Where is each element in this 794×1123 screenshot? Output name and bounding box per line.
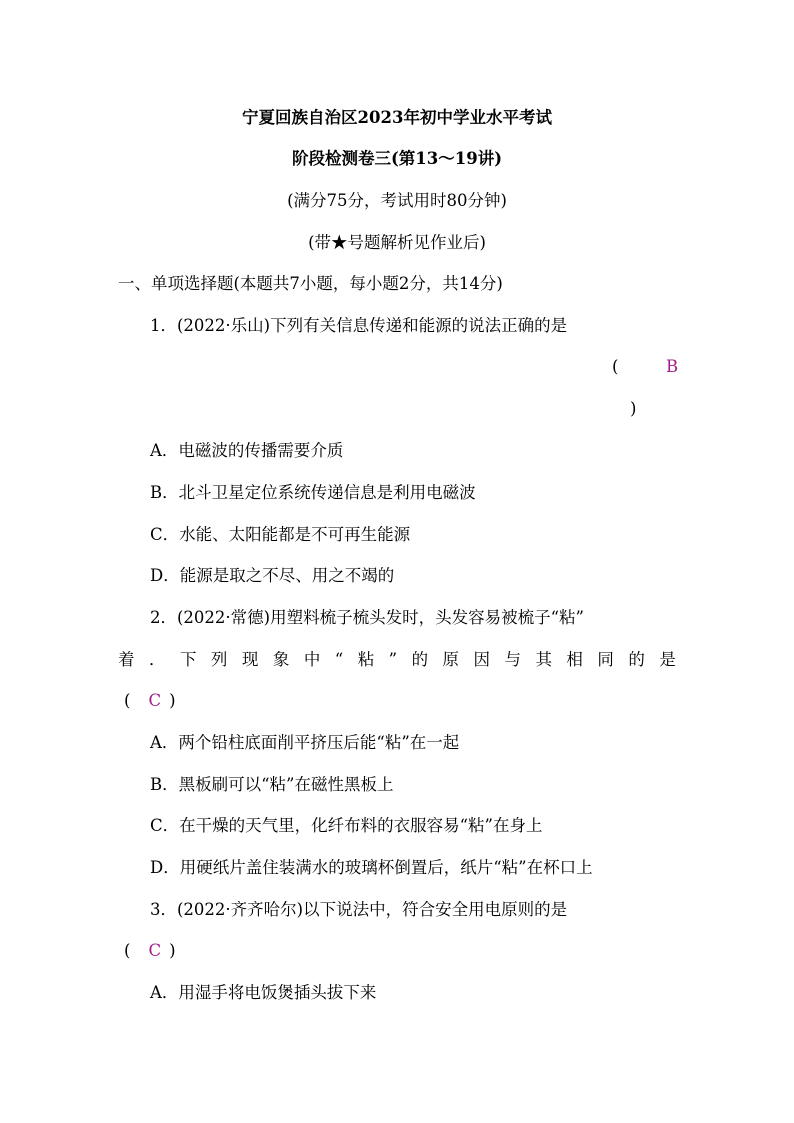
stem-char: 其 <box>535 650 552 669</box>
question-3-answer-line <box>124 940 176 962</box>
stem-char: “ <box>334 650 344 669</box>
question-1-paren-open: ( <box>612 357 619 376</box>
question-3-option-a: A．用湿手将电饭煲插头拔下来 <box>150 983 377 1002</box>
question-1-option-d: D．能源是取之不尽、用之不竭的 <box>150 566 395 585</box>
question-2-stem-continuation <box>118 649 676 671</box>
question-3-stem: 3．(2022·齐齐哈尔)以下说法中，符合安全用电原则的是 <box>150 900 568 919</box>
stem-char: 现 <box>241 650 259 669</box>
question-1-paren-close: ) <box>630 399 637 418</box>
stem-char: 因 <box>473 650 490 669</box>
question-1-answer: B <box>666 357 679 376</box>
question-2-paren-close: ) <box>169 691 176 710</box>
question-2-paren-open: ( <box>124 691 131 710</box>
question-2-answer: C <box>148 691 162 710</box>
stem-char: 的 <box>628 650 645 669</box>
stem-char: 同 <box>597 650 614 669</box>
stem-char: ” <box>388 650 398 669</box>
question-2-stem: 2．(2022·常德)用塑料梳子梳头发时，头发容易被梳子“粘” <box>150 608 584 627</box>
question-3-answer: C <box>148 941 162 960</box>
stem-char: 列 <box>210 650 228 669</box>
stem-char: 相 <box>566 650 583 669</box>
question-2-option-b: B．黑板刷可以“粘”在磁性黑板上 <box>150 775 394 794</box>
stem-char: 着 <box>118 650 135 669</box>
question-1-option-c: C．水能、太阳能都是不可再生能源 <box>150 525 411 544</box>
stem-char: 是 <box>659 650 676 669</box>
stem-char: 原 <box>442 650 460 669</box>
stem-char: ． <box>148 650 166 669</box>
question-3-paren-open: ( <box>124 941 131 960</box>
question-3-paren-close: ) <box>169 941 176 960</box>
question-1-option-b: B．北斗卫星定位系统传递信息是利用电磁波 <box>150 483 476 502</box>
question-2-answer-line <box>124 690 176 712</box>
exam-title: 宁夏回族自治区2023年初中学业水平考试 <box>242 108 552 127</box>
question-1-option-a: A．电磁波的传播需要介质 <box>150 441 344 460</box>
stem-char: 粘 <box>357 650 375 669</box>
stem-char: 与 <box>504 650 521 669</box>
question-2-option-c: C．在干燥的天气里，化纤布料的衣服容易“粘”在身上 <box>150 816 543 835</box>
exam-info: (满分75分，考试用时80分钟) <box>287 191 507 210</box>
stem-char: 中 <box>303 650 321 669</box>
question-2-option-a: A．两个铅柱底面削平挤压后能“粘”在一起 <box>150 733 460 752</box>
stem-char: 的 <box>411 650 429 669</box>
exam-note: (带★号题解析见作业后) <box>308 233 486 252</box>
exam-subtitle: 阶段检测卷三(第13～19讲) <box>291 149 503 168</box>
section-heading: 一、单项选择题(本题共7小题，每小题2分，共14分) <box>118 274 503 293</box>
question-2-option-d: D．用硬纸片盖住装满水的玻璃杯倒置后，纸片“粘”在杯口上 <box>150 858 593 877</box>
question-1-stem: 1．(2022·乐山)下列有关信息传递和能源的说法正确的是 <box>150 316 568 335</box>
stem-char: 下 <box>179 650 197 669</box>
stem-char: 象 <box>272 650 290 669</box>
